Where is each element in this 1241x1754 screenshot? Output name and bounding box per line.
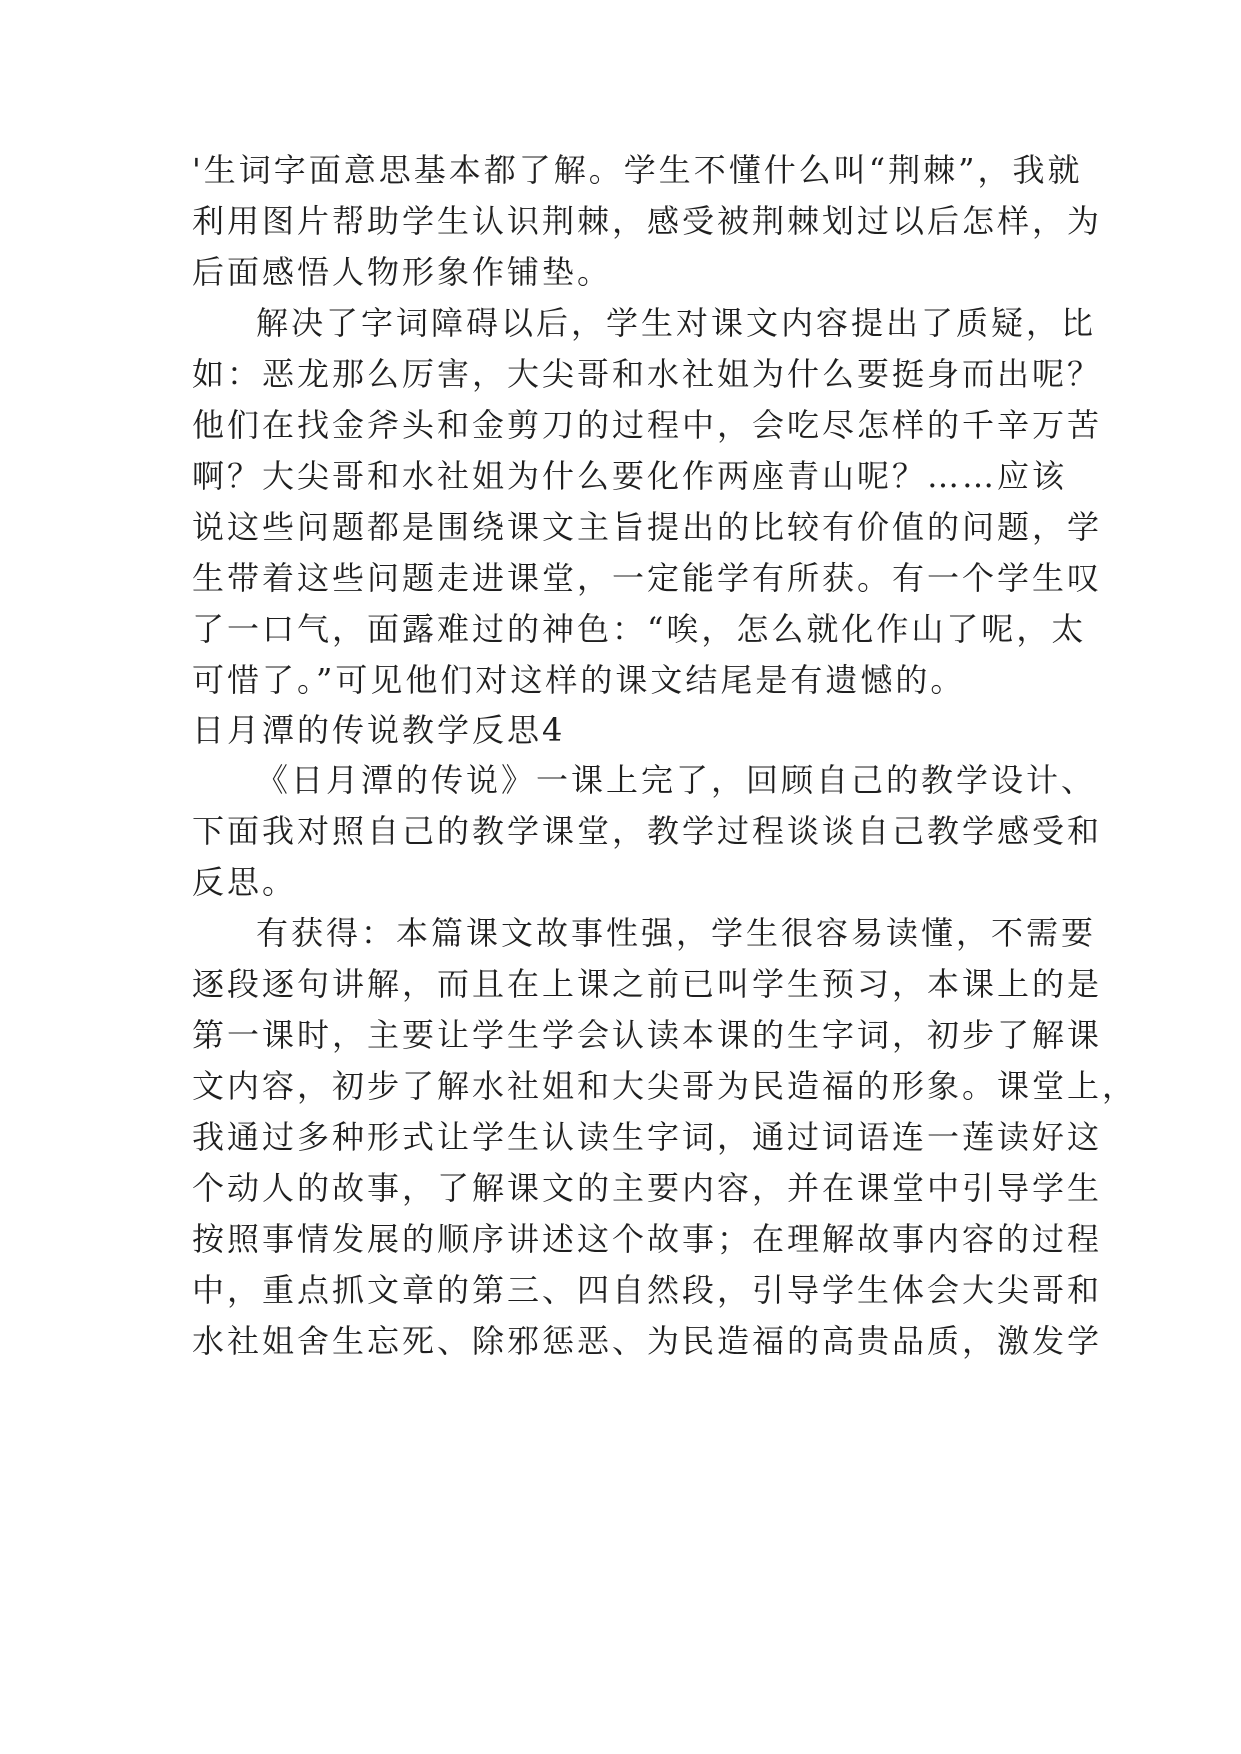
text-line: 中，重点抓文章的第三、四自然段，引导学生体会大尖哥和 [192,1271,1103,1309]
text-line: 他们在找金斧头和金剪刀的过程中，会吃尽怎样的千辛万苦 [192,406,1103,444]
text-line: 水社姐舍生忘死、除邪惩恶、为民造福的高贵品质，激发学 [192,1322,1103,1360]
text-line: 生带着这些问题走进课堂，一定能学有所获。有一个学生叹 [192,559,1103,597]
text-line: 可惜了。”可见他们对这样的课文结尾是有遗憾的。 [192,661,966,699]
text-line: 如：恶龙那么厉害，大尖哥和水社姐为什么要挺身而出呢？ [192,355,1103,393]
text-line: 下面我对照自己的教学课堂，教学过程谈谈自己教学感受和 [192,812,1103,850]
text-line: 第一课时，主要让学生学会认读本课的生字词，初步了解课 [192,1016,1103,1054]
text-line: 个动人的故事，了解课文的主要内容，并在课堂中引导学生 [192,1169,1103,1207]
text-line: 利用图片帮助学生认识荆棘，感受被荆棘划过以后怎样，为 [192,202,1103,240]
text-line: 按照事情发展的顺序讲述这个故事；在理解故事内容的过程 [192,1220,1103,1258]
text-line: 反思。 [192,863,298,901]
text-line: 啊？大尖哥和水社姐为什么要化作两座青山呢？……应该 [192,457,1068,495]
paragraph-first-line: 解决了字词障碍以后，学生对课文内容提出了质疑，比 [256,304,1097,342]
text-line: 我通过多种形式让学生认读生字词，通过词语连一莲读好这 [192,1118,1103,1156]
paragraph-first-line: 有获得：本篇课文故事性强，学生很容易读懂，不需要 [256,914,1097,952]
text-line: 说这些问题都是围绕课文主旨提出的比较有价值的问题，学 [192,508,1103,546]
text-line: 文内容，初步了解水社姐和大尖哥为民造福的形象。课堂上， [192,1067,1138,1105]
text-line: '生词字面意思基本都了解。学生不懂什么叫“荆棘”，我就 [192,151,1083,189]
section-heading: 日月潭的传说教学反思4 [192,711,566,749]
paragraph-first-line: 《日月潭的传说》一课上完了，回顾自己的教学设计、 [256,761,1097,799]
text-line: 逐段逐句讲解，而且在上课之前已叫学生预习，本课上的是 [192,965,1103,1003]
text-line: 了一口气，面露难过的神色：“唉，怎么就化作山了呢，太 [192,610,1087,648]
text-line: 后面感悟人物形象作铺垫。 [192,253,613,291]
